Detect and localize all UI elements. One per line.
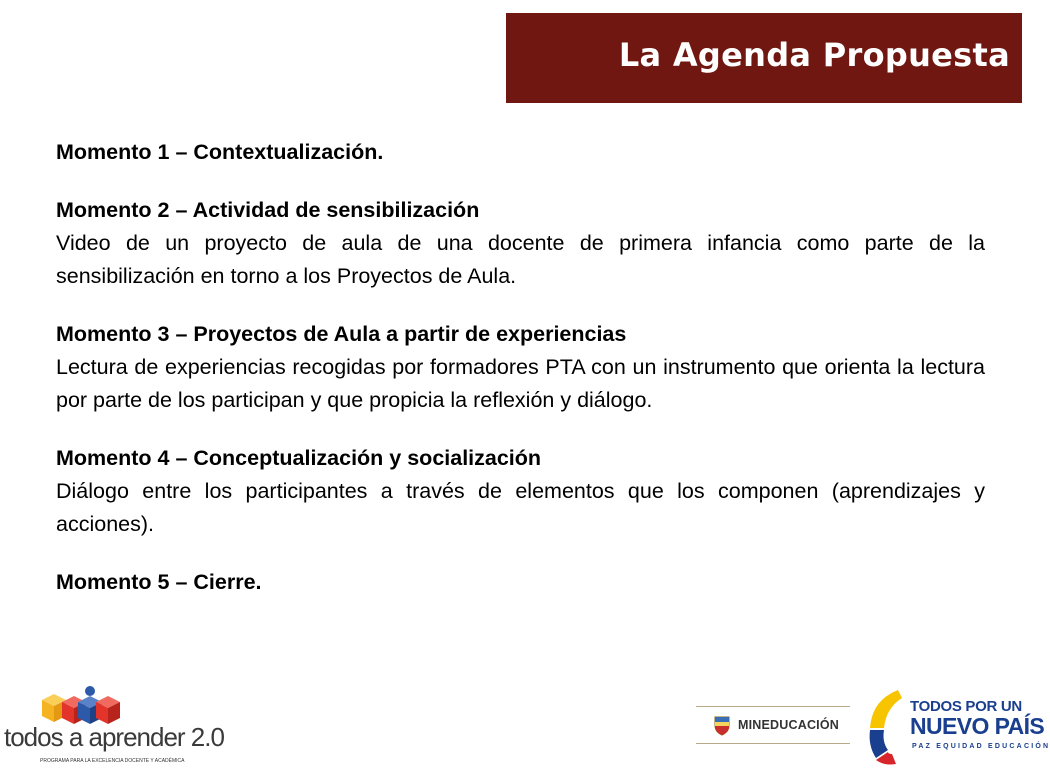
agenda-item-description: Video de un proyecto de aula de una docente de primera infancia como parte de la sensibilización en torno a los Proyectos de Aula.	[56, 231, 985, 288]
agenda-list	[56, 136, 985, 599]
agenda-item-heading: Momento 2 – Actividad de sensibilización	[56, 198, 480, 222]
program-logo-text: todos a aprender 2.0	[4, 722, 224, 752]
agenda-item-heading: Momento 3 – Proyectos de Aula a partir de experiencias	[56, 322, 627, 346]
program-logo-subtext: PROGRAMA PARA LA EXCELENCIA DOCENTE Y ACADÉMICA	[40, 758, 185, 764]
agenda-item-heading: Momento 5 – Cierre.	[56, 570, 262, 594]
agenda-item-5	[56, 566, 985, 599]
agenda-item-3	[56, 318, 985, 417]
agenda-item-description: Diálogo entre los participantes a través de elementos que los componen (aprendizajes y acciones).	[56, 479, 985, 536]
colombia-flag-mark-icon	[862, 688, 908, 766]
ministry-logo-text: MINEDUCACIÓN	[738, 718, 840, 732]
country-logo-line3: PAZ EQUIDAD EDUCACIÓN	[912, 743, 1050, 750]
agenda-item-2	[56, 194, 985, 293]
ministry-logo	[696, 706, 850, 744]
agenda-item-heading: Momento 1 – Contextualización.	[56, 140, 384, 164]
country-logo-line1: TODOS POR UN	[910, 698, 1022, 715]
cubes-logo-icon	[40, 686, 140, 726]
title-bar	[506, 13, 1022, 103]
page-title: La Agenda Propuesta	[618, 36, 1010, 74]
country-logo-line2: NUEVO PAÍS	[910, 713, 1045, 739]
agenda-item-description: Lectura de experiencias recogidas por formadores PTA con un instrumento que orienta la lectura por parte de los participan y que propicia la reflexión y diálogo.	[56, 355, 985, 412]
program-logo	[4, 686, 224, 768]
agenda-item-4	[56, 442, 985, 541]
country-logo	[862, 688, 1050, 766]
agenda-item-heading: Momento 4 – Conceptualización y socialización	[56, 446, 542, 470]
colombia-crest-icon	[712, 714, 732, 736]
agenda-item-1	[56, 136, 985, 169]
